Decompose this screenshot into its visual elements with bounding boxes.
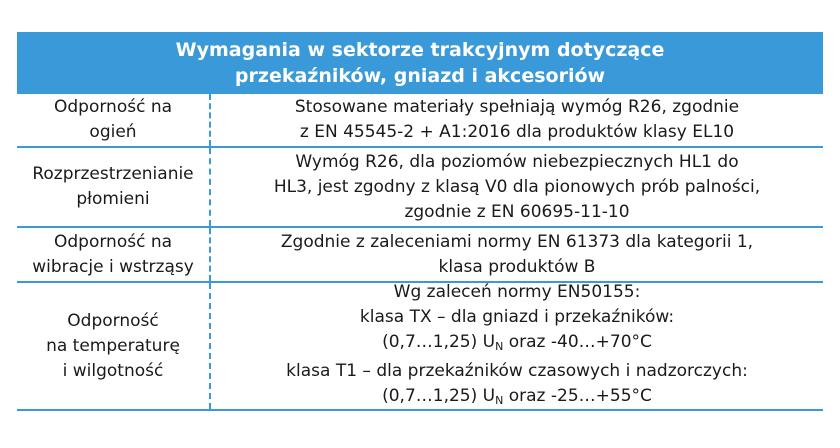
- label-line: Odporność na: [53, 97, 173, 117]
- value-text: (0,7…1,25) U: [382, 385, 496, 406]
- table-row-vibration-resistance: [17, 228, 823, 283]
- value-line: [382, 330, 652, 359]
- value-text: (0,7…1,25) U: [382, 331, 496, 352]
- row-value-temperature-humidity: [211, 283, 823, 409]
- label-line: i wilgotność: [62, 360, 164, 381]
- value-line: Wymóg R26, dla poziomów niebezpiecznych HL1 do: [295, 151, 739, 172]
- value-line: z EN 45545-2 + A1:2016 dla produktów klasy EL10: [299, 122, 735, 142]
- label-line: Rozprzestrzenianie: [32, 164, 194, 184]
- table-row-flame-spread: [17, 148, 823, 228]
- value-line: zgodnie z EN 60695-11-10: [404, 201, 630, 222]
- value-text: oraz -25…+55°C: [503, 385, 652, 406]
- value-line: klasa T1 – dla przekaźników czasowych i nadzorczych:: [286, 360, 748, 381]
- label-line: ogień: [89, 122, 137, 142]
- label-line: płomieni: [76, 189, 150, 209]
- header-title-line-1: Wymagania w sektorze trakcyjnym dotyczące: [175, 39, 665, 61]
- requirements-table: [17, 32, 823, 411]
- row-label-flame-spread: [17, 148, 211, 226]
- row-value-vibration-resistance: [211, 228, 823, 281]
- row-value-fire-resistance: [211, 94, 823, 146]
- label-line: Odporność: [67, 310, 159, 331]
- label-line: Odporność na: [53, 231, 173, 252]
- value-line: Zgodnie z zaleceniami normy EN 61373 dla kategorii 1,: [280, 231, 754, 252]
- table-row-fire-resistance: [17, 94, 823, 148]
- value-line: HL3, jest zgodny z klasą V0 dla pionowych prób palności,: [273, 176, 761, 197]
- label-line: wibracje i wstrząsy: [32, 256, 194, 277]
- value-line: [382, 384, 652, 413]
- subscript-n: N: [495, 393, 504, 407]
- value-line: klasa TX – dla gniazd i przekaźników:: [359, 306, 675, 327]
- row-label-fire-resistance: [17, 94, 211, 146]
- value-line: Stosowane materiały spełniają wymóg R26, zgodnie: [294, 97, 740, 117]
- table-header: [17, 32, 823, 94]
- row-label-temperature-humidity: [17, 283, 211, 409]
- header-title-line-2: przekaźników, gniazd i akcesoriów: [234, 65, 606, 87]
- row-value-flame-spread: [211, 148, 823, 226]
- subscript-n: N: [495, 339, 504, 353]
- value-line: klasa produktów B: [438, 256, 596, 277]
- value-text: oraz -40…+70°C: [503, 331, 652, 352]
- value-line: Wg zaleceń normy EN50155:: [393, 281, 641, 302]
- row-label-vibration-resistance: [17, 228, 211, 281]
- table-row-temperature-humidity: [17, 283, 823, 411]
- label-line: na temperaturę: [46, 335, 180, 356]
